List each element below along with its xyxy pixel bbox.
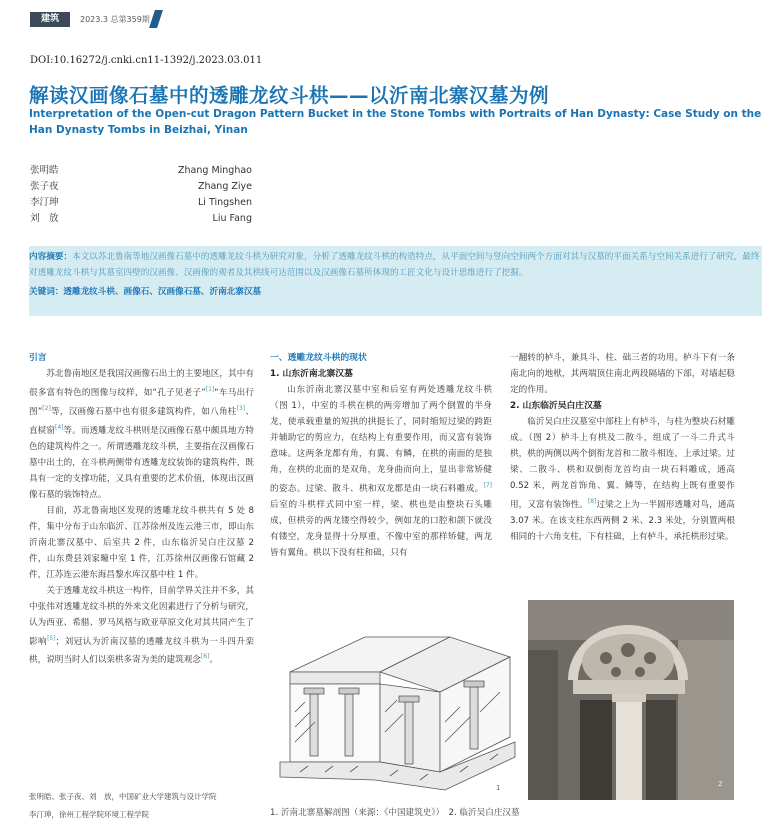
author-name-en: Liu Fang	[212, 213, 252, 224]
section-heading-1: 一、透雕龙纹斗栱的现状	[270, 353, 367, 363]
body-column-3	[510, 350, 735, 545]
text-run: 等，汉画像石墓中也有很多建筑构件，如八角柱	[50, 406, 237, 417]
journal-header	[0, 0, 776, 40]
tomb-cutaway-illustration	[270, 612, 520, 802]
keywords	[29, 284, 762, 300]
text-run: 等。而透雕龙纹斗栱则是汉画像石墓中颇具地方特色的建筑构件之一。所谓透雕龙纹斗栱，主要指在汉画像石墓中出土的，在斗栱两侧带有透雕龙纹装饰的建筑构件，既具有一定的支撑功能，又具有重要的艺术价值，体现出汉画像石墓的装饰特点。	[29, 425, 254, 500]
text-run: 苏北鲁南地区是我国汉画像石出土的主要地区，其中有很多富有特色的图像与纹样，如“孔子见老子”	[29, 369, 254, 398]
affiliation-line: 李汀珅，徐州工程学院环境工程学院	[29, 810, 149, 819]
author-name-zh: 张子夜	[30, 181, 59, 192]
author-name-zh: 张明皓	[30, 165, 59, 176]
keywords-text: 透雕龙纹斗栱、画像石、汉画像石墓、沂南北寨汉墓	[63, 287, 262, 297]
paragraph-continued: 一翻转的栌斗，兼具斗、柱、础三者的功用。栌斗下有一条南北向的地栿，其两端顶住南北两段隔墙的下部，对墙起稳定的作用。	[510, 353, 735, 395]
text-run: 后室的斗栱样式同中室一样，梁、栱也是由整块石头雕成，但栱旁的两龙镂空得较少，例如龙的口腔和颌下就没有镂空，龙身显得十分厚重，不像中室的那样矫健，两龙皆有翼角。栱以下没有柱和础，只有	[270, 499, 492, 558]
author-affiliations	[29, 788, 269, 824]
body-column-1	[29, 350, 254, 668]
paragraph	[29, 583, 254, 669]
figure-caption: 1. 沂南北寨墓解剖图（来源：《中国建筑史》） 2. 临沂吴白庄汉墓	[270, 808, 520, 818]
text-run: 。	[209, 655, 218, 666]
text-run: “车马出行图”	[29, 387, 255, 417]
doi[interactable]: DOI:10.16272/j.cnki.cn11-1392/j.2023.03.011	[30, 55, 263, 66]
abstract	[29, 249, 762, 281]
text-run: ；刘冠认为沂南汉墓的透雕龙纹斗栱为一斗四升栾栱，说明当时人们以栾栱多寄为美的建筑观念	[29, 636, 254, 666]
citation-ref[interactable]: [4]	[54, 423, 64, 431]
header-accent-slash	[149, 10, 163, 28]
citation-ref[interactable]: [7]	[483, 482, 492, 489]
citation-ref[interactable]: [5]	[47, 634, 56, 642]
author-name-en: Zhang Minghao	[178, 165, 252, 176]
author-list	[30, 163, 252, 227]
paragraph	[270, 382, 492, 561]
subsection-heading-2: 2. 山东临沂吴白庄汉墓	[510, 401, 602, 411]
section-heading-intro: 引言	[29, 353, 47, 363]
author-name-zh: 李汀珅	[30, 197, 59, 208]
figure-2-number: 2	[718, 780, 723, 788]
issue-number: 2023.3 总第359期	[80, 15, 150, 24]
body-column-2	[270, 350, 492, 561]
journal-logo: 建筑	[30, 12, 70, 27]
author-name-en: Li Tingshen	[198, 197, 252, 208]
text-run: 临沂吴白庄汉墓室中部柱上有栌斗，与柱为整块石材雕成。（图 2）栌斗上有栱及二散斗，组成了一斗二升式斗栱，栱的两侧以两个倒衔龙首和二散斗相连，上承过梁。过梁、二散斗、栱和双倒衔龙首均由一块石料雕成，通高 0.52 米，两龙首饰角、翼、鳞等，在结构上既有重要作用，又富有装饰性。	[510, 417, 735, 510]
author-name-zh: 刘 放	[30, 213, 59, 224]
carved-bracket-photo	[528, 600, 734, 800]
paragraph	[510, 414, 735, 545]
author-name-en: Zhang Ziye	[197, 181, 252, 192]
figure-2-tomb-photo	[528, 600, 734, 800]
paragraph: 目前，苏北鲁南地区发现的透雕龙纹斗栱共有 5 处 8 件，集中分布于山东临沂、江苏徐州及连云港三市，即山东沂南北寨汉墓中、后室共 2 件，山东临沂吴白庄汉墓 2 件，山东费县刘家疃中室 1 件，江苏徐州汉画像石馆藏 2 件，江苏连云港东海昌黎水库汉墓中柱 1 件。	[29, 505, 254, 580]
title-chinese: 解读汉画像石墓中的透雕龙纹斗栱——以沂南北寨汉墓为例	[29, 84, 550, 107]
figure-1-number: 1	[496, 784, 501, 792]
text-run: 关于透雕龙纹斗栱这一构件，目前学界关注并不多，其中张伟对透雕龙纹斗栱的外来文化因素进行了分析与研究，认为西亚、希腊、罗马风格与欧亚草原文化对其共同产生了影响	[29, 585, 254, 647]
citation-ref[interactable]: [8]	[587, 498, 597, 505]
subsection-heading-1: 1. 山东沂南北寨汉墓	[270, 369, 353, 379]
author-row	[30, 211, 252, 227]
author-row	[30, 163, 252, 179]
abstract-text: 本文以苏北鲁南等地汉画像石墓中的透雕龙纹斗栱为研究对象，分析了透雕龙纹斗栱的构造特点，从平面空间与竖向空间两个方面对其与汉墓的平面关系与空间关系进行了研究，最终对透雕龙纹斗栱与其墓室四壁的汉画像、汉画像的观者及其栱线可达范围以及汉画像石墓所体现的工匠文化与设计思维进行了挖掘。	[29, 252, 760, 278]
text-run: 过梁之上为一半圆形透雕对鸟，通高 3.07 米。在该支柱东西两侧 2 米、2.3 米处，分别置两根相同的十六角支柱，下有柱础，上有栌斗，承托栱形过梁。	[510, 499, 735, 542]
citation-ref[interactable]: [2]	[42, 404, 51, 412]
citation-ref[interactable]: [6]	[200, 653, 210, 661]
abstract-box	[29, 246, 762, 316]
text-run: 、直棂窗	[29, 406, 254, 436]
affiliation-line: 张明皓、张子夜、刘 放，中国矿业大学建筑与设计学院	[29, 792, 217, 801]
citation-ref[interactable]: [3]	[236, 404, 246, 412]
abstract-label: 内容摘要：	[29, 252, 72, 262]
paragraph	[29, 366, 254, 503]
title-english: Interpretation of the Open-cut Dragon Pattern Bucket in the Stone Tombs with Portraits of Han Dynasty: Case Study on the Han Dynasty Tombs in Beizhai, Yinan	[29, 108, 762, 136]
text-run: 山东沂南北寨汉墓中室和后室有两处透雕龙纹斗栱（图 1），中室的斗栱在栱的两旁增加了两个倒置的半身龙，使承载重量的短拱的拱挺长了，同时缩短过梁的跨距并辅助它的剪应力，在结构上有重要作用，而又富有装饰意味。这两条龙都有角，有翼、有鳞，在栱的南面的是独角，在栱的北面的是双角，龙身曲而向上，显出非常矫健的姿态。过梁、散斗、栱和双龙都是由一块石料雕成。	[270, 385, 492, 494]
author-row	[30, 179, 252, 195]
figure-1-tomb-cutaway-drawing	[270, 612, 520, 802]
author-row	[30, 195, 252, 211]
citation-ref[interactable]: [1]	[205, 386, 215, 393]
keywords-label: 关键词：	[29, 287, 64, 297]
